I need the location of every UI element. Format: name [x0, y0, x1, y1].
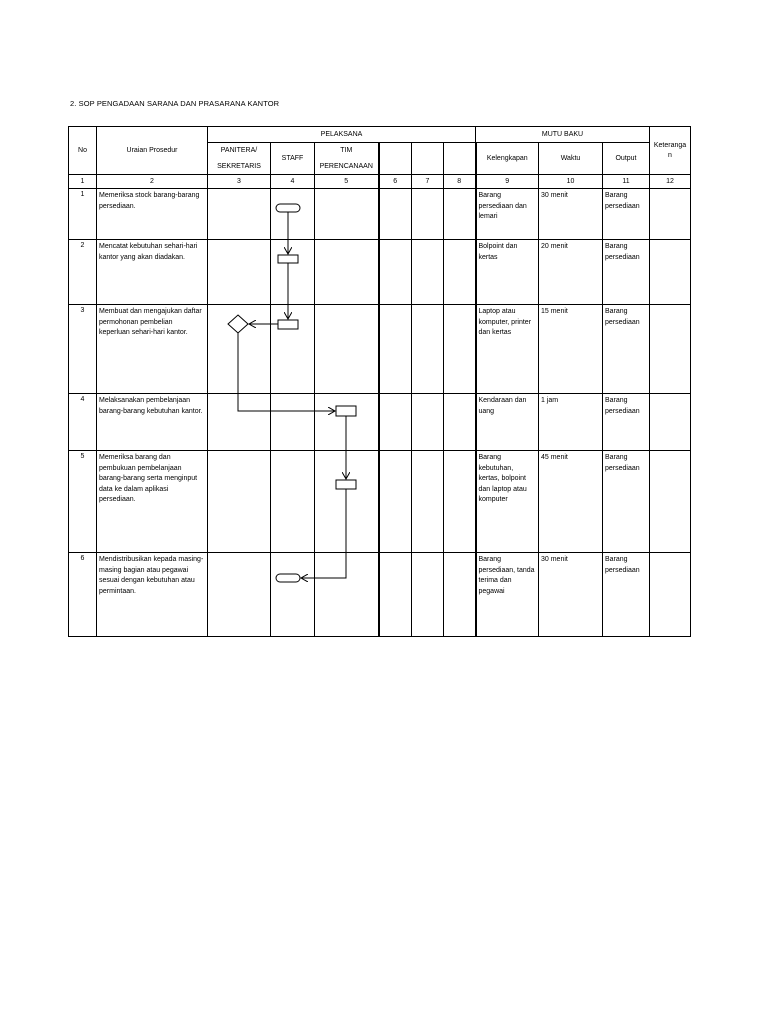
row-output: Barang persediaan [603, 394, 650, 451]
header-keterangan: Keteranga n [650, 127, 691, 175]
cell-staff [271, 553, 315, 637]
cell-blank [379, 240, 412, 305]
colnum-11: 11 [603, 175, 650, 189]
row-no: 4 [69, 394, 97, 451]
row-kelengkapan: Kendaraan dan uang [476, 394, 539, 451]
cell-blank [412, 451, 444, 553]
row-kelengkapan: Bolpoint dan kertas [476, 240, 539, 305]
header-kelengkapan: Kelengkapan [476, 143, 539, 175]
colnum-12: 12 [650, 175, 691, 189]
row-waktu: 15 menit [539, 305, 603, 394]
colnum-1: 1 [69, 175, 97, 189]
table-row [69, 189, 691, 240]
cell-staff [271, 240, 315, 305]
row-uraian: Mendistribusikan kepada masing-masing bagian atau pegawai sesuai dengan kebutuhan atau permintaan. [97, 553, 208, 637]
header-no: No [69, 127, 97, 175]
row-waktu: 45 menit [539, 451, 603, 553]
table-row [69, 394, 691, 451]
header-panitera: PANITERA/ SEKRETARIS [208, 143, 271, 175]
row-no: 6 [69, 553, 97, 637]
header-pelaksana: PELAKSANA [208, 127, 476, 143]
row-waktu: 30 menit [539, 189, 603, 240]
row-keterangan [650, 240, 691, 305]
row-output: Barang persediaan [603, 451, 650, 553]
cell-tim [315, 305, 379, 394]
row-kelengkapan: Barang persediaan dan lemari [476, 189, 539, 240]
cell-blank [379, 189, 412, 240]
table-row [69, 451, 691, 553]
cell-blank [444, 553, 476, 637]
row-output: Barang persediaan [603, 553, 650, 637]
row-uraian: Melaksanakan pembelanjaan barang-barang kebutuhan kantor. [97, 394, 208, 451]
row-no: 2 [69, 240, 97, 305]
header-tim: TIM PERENCANAAN [315, 143, 379, 175]
cell-panitera [208, 553, 271, 637]
cell-panitera [208, 394, 271, 451]
cell-tim [315, 394, 379, 451]
column-number-row [69, 175, 691, 189]
colnum-3: 3 [208, 175, 271, 189]
row-kelengkapan: Laptop atau komputer, printer dan kertas [476, 305, 539, 394]
colnum-9: 9 [476, 175, 539, 189]
cell-blank [379, 305, 412, 394]
cell-blank [444, 189, 476, 240]
document-title: 2. SOP PENGADAAN SARANA DAN PRASARANA KANTOR [70, 99, 280, 108]
header-staff: STAFF [271, 143, 315, 175]
row-waktu: 1 jam [539, 394, 603, 451]
header-blank-7 [412, 143, 444, 175]
row-output: Barang persediaan [603, 305, 650, 394]
cell-blank [444, 394, 476, 451]
row-keterangan [650, 553, 691, 637]
cell-staff [271, 305, 315, 394]
row-kelengkapan: Barang kebutuhan, kertas, bolpoint dan laptop atau komputer [476, 451, 539, 553]
header-mutu-baku: MUTU BAKU [476, 127, 650, 143]
cell-blank [412, 394, 444, 451]
cell-panitera [208, 240, 271, 305]
cell-blank [444, 240, 476, 305]
row-no: 1 [69, 189, 97, 240]
row-keterangan [650, 305, 691, 394]
header-blank-8 [444, 143, 476, 175]
cell-blank [412, 553, 444, 637]
row-keterangan [650, 189, 691, 240]
row-keterangan [650, 394, 691, 451]
colnum-4: 4 [271, 175, 315, 189]
cell-blank [444, 451, 476, 553]
cell-staff [271, 189, 315, 240]
colnum-7: 7 [412, 175, 444, 189]
cell-panitera [208, 305, 271, 394]
table-row [69, 240, 691, 305]
cell-blank [412, 305, 444, 394]
row-output: Barang persediaan [603, 189, 650, 240]
cell-panitera [208, 451, 271, 553]
cell-staff [271, 451, 315, 553]
table-row [69, 553, 691, 637]
table-row [69, 305, 691, 394]
row-no: 5 [69, 451, 97, 553]
cell-panitera [208, 189, 271, 240]
row-waktu: 20 menit [539, 240, 603, 305]
header-blank-6 [379, 143, 412, 175]
row-uraian: Memeriksa stock barang-barang persediaan. [97, 189, 208, 240]
cell-blank [379, 394, 412, 451]
row-keterangan [650, 451, 691, 553]
colnum-6: 6 [379, 175, 412, 189]
header-row-top [69, 127, 691, 143]
colnum-2: 2 [97, 175, 208, 189]
colnum-8: 8 [444, 175, 476, 189]
cell-blank [412, 189, 444, 240]
cell-blank [412, 240, 444, 305]
cell-blank [379, 451, 412, 553]
cell-staff [271, 394, 315, 451]
header-uraian: Uraian Prosedur [97, 127, 208, 175]
row-waktu: 30 menit [539, 553, 603, 637]
cell-tim [315, 553, 379, 637]
row-output: Barang persediaan [603, 240, 650, 305]
colnum-5: 5 [315, 175, 379, 189]
cell-blank [379, 553, 412, 637]
row-uraian: Mencatat kebutuhan sehari-hari kantor yang akan diadakan. [97, 240, 208, 305]
cell-tim [315, 189, 379, 240]
cell-tim [315, 451, 379, 553]
row-uraian: Memeriksa barang dan pembukuan pembelanjaan barang-barang serta menginput data ke dalam aplikasi persediaan. [97, 451, 208, 553]
row-uraian: Membuat dan mengajukan daftar permohonan pembelian keperluan sehari-hari kantor. [97, 305, 208, 394]
cell-tim [315, 240, 379, 305]
header-output: Output [603, 143, 650, 175]
cell-blank [444, 305, 476, 394]
sop-table [68, 126, 691, 637]
colnum-10: 10 [539, 175, 603, 189]
header-waktu: Waktu [539, 143, 603, 175]
row-kelengkapan: Barang persediaan, tanda terima dan pegawai [476, 553, 539, 637]
row-no: 3 [69, 305, 97, 394]
